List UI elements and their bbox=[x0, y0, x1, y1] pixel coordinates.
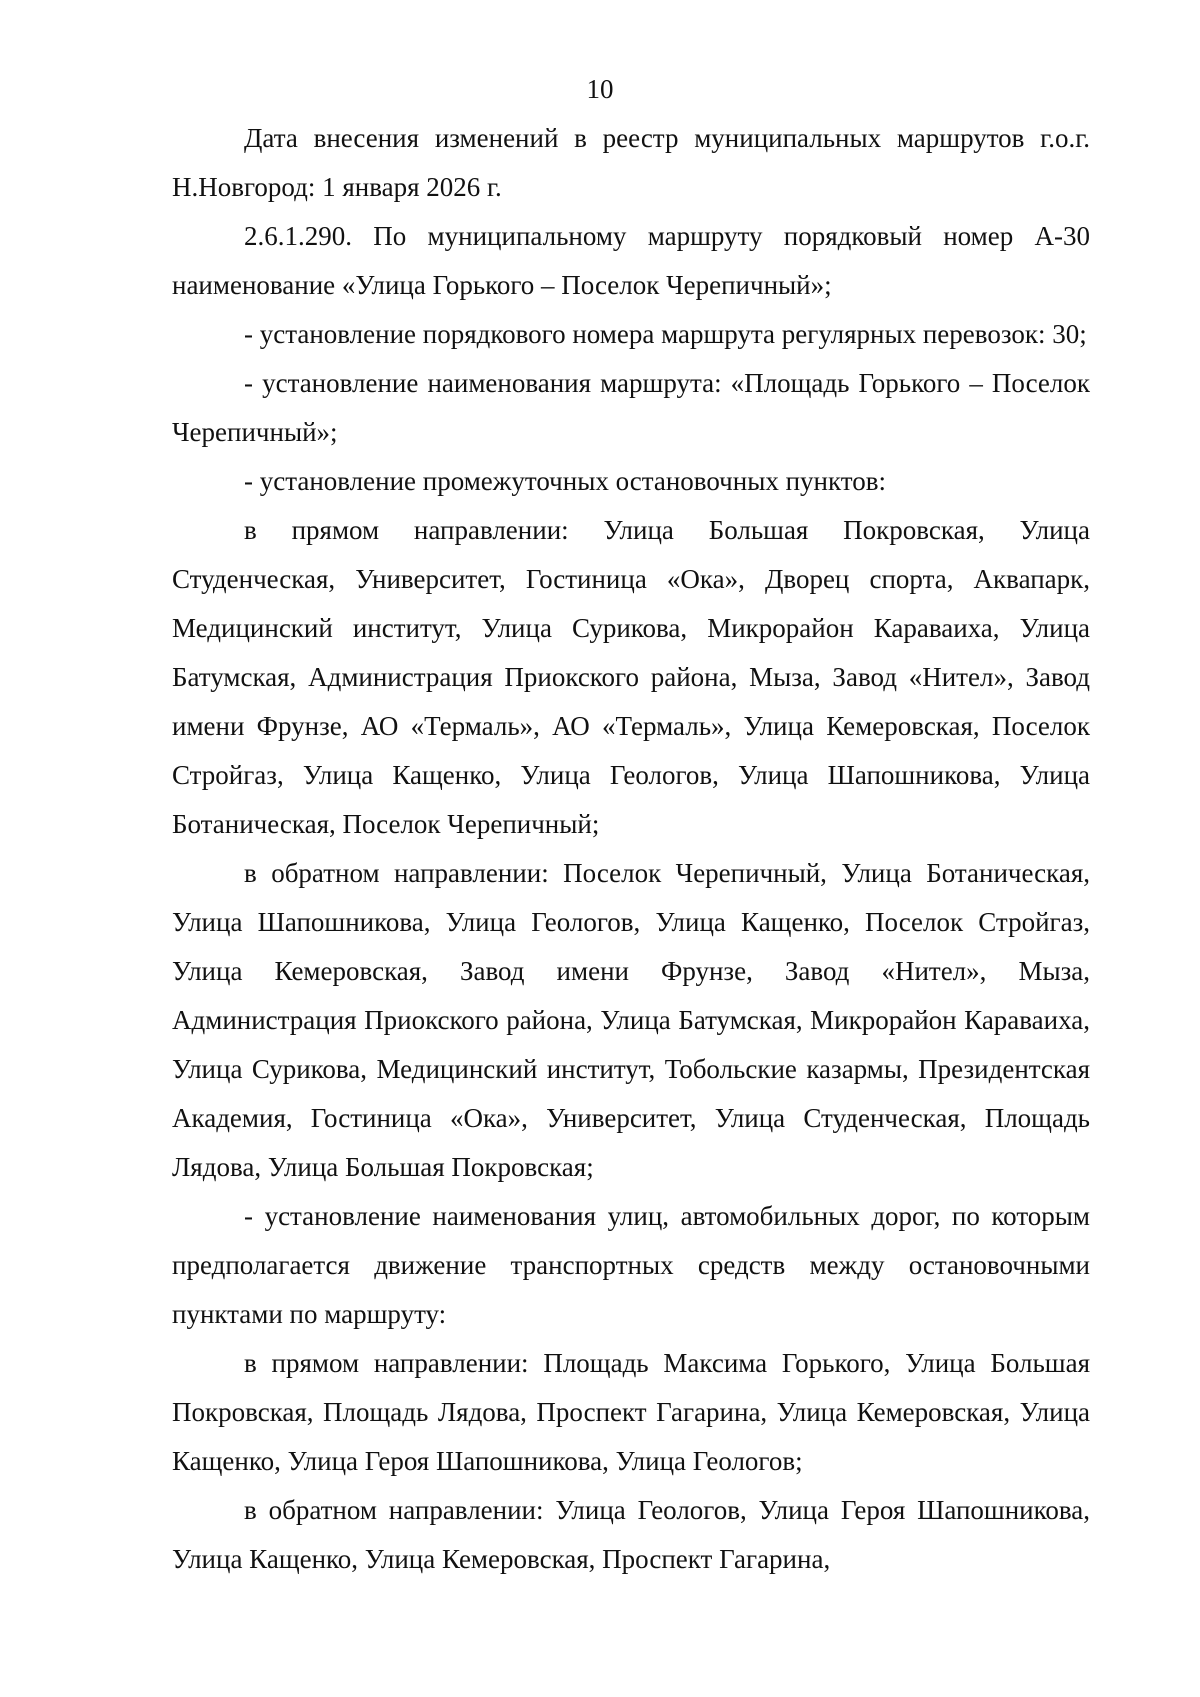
paragraph-streets-heading: - установление наименования улиц, автомобильных дорог, по которым предполагается движение транспортных средств между остановочными пунктами по маршруту: bbox=[172, 1201, 1090, 1329]
paragraph-streets-reverse: в обратном направлении: Улица Геологов, Улица Героя Шапошникова, Улица Кащенко, Улица Кемеровская, Проспект Гагарина, bbox=[172, 1495, 1090, 1574]
paragraph-route-name: - установление наименования маршрута: «Площадь Горького – Поселок Черепичный»; bbox=[172, 368, 1090, 447]
paragraph-route-a30-heading: 2.6.1.290. По муниципальному маршруту порядковый номер А-30 наименование «Улица Горького – Поселок Черепичный»; bbox=[172, 221, 1090, 300]
paragraph-streets-forward: в прямом направлении: Площадь Максима Горького, Улица Большая Покровская, Площадь Лядова, Проспект Гагарина, Улица Кемеровская, Улица Кащенко, Улица Героя Шапошникова, Улица Геологов; bbox=[172, 1348, 1090, 1476]
paragraph-date-of-changes: Дата внесения изменений в реестр муниципальных маршрутов г.о.г. Н.Новгород: 1 января 2026 г. bbox=[172, 123, 1090, 202]
paragraph-stops-reverse: в обратном направлении: Поселок Черепичный, Улица Ботаническая, Улица Шапошникова, Улица Геологов, Улица Кащенко, Поселок Стройгаз, Улица Кемеровская, Завод имени Фрунзе, Завод «Нител», Мыза, Администрация Приокского района, Улица Батумская, Микрорайон Караваиха, Улица Сурикова, Медицинский институт, Тобольские казармы, Президентская Академия, Гостиница «Ока», Университет, Улица Студенческая, Площадь Лядова, Улица Большая Покровская; bbox=[172, 858, 1090, 1182]
paragraph-stops-forward: в прямом направлении: Улица Большая Покровская, Улица Студенческая, Университет, Гостиница «Ока», Дворец спорта, Аквапарк, Медицинский институт, Улица Сурикова, Микрорайон Караваиха, Улица Батумская, Администрация Приокского района, Мыза, Завод «Нител», Завод имени Фрунзе, АО «Термаль», АО «Термаль», Улица Кемеровская, Поселок Стройгаз, Улица Кащенко, Улица Геологов, Улица Шапошникова, Улица Ботаническая, Поселок Черепичный; bbox=[172, 515, 1090, 839]
document-body bbox=[172, 114, 1090, 1584]
paragraph-route-number: - установление порядкового номера маршрута регулярных перевозок: 30; bbox=[244, 319, 1087, 349]
paragraph-intermediate-stops-heading: - установление промежуточных остановочных пунктов: bbox=[244, 466, 886, 496]
page-number: 10 bbox=[586, 74, 614, 104]
